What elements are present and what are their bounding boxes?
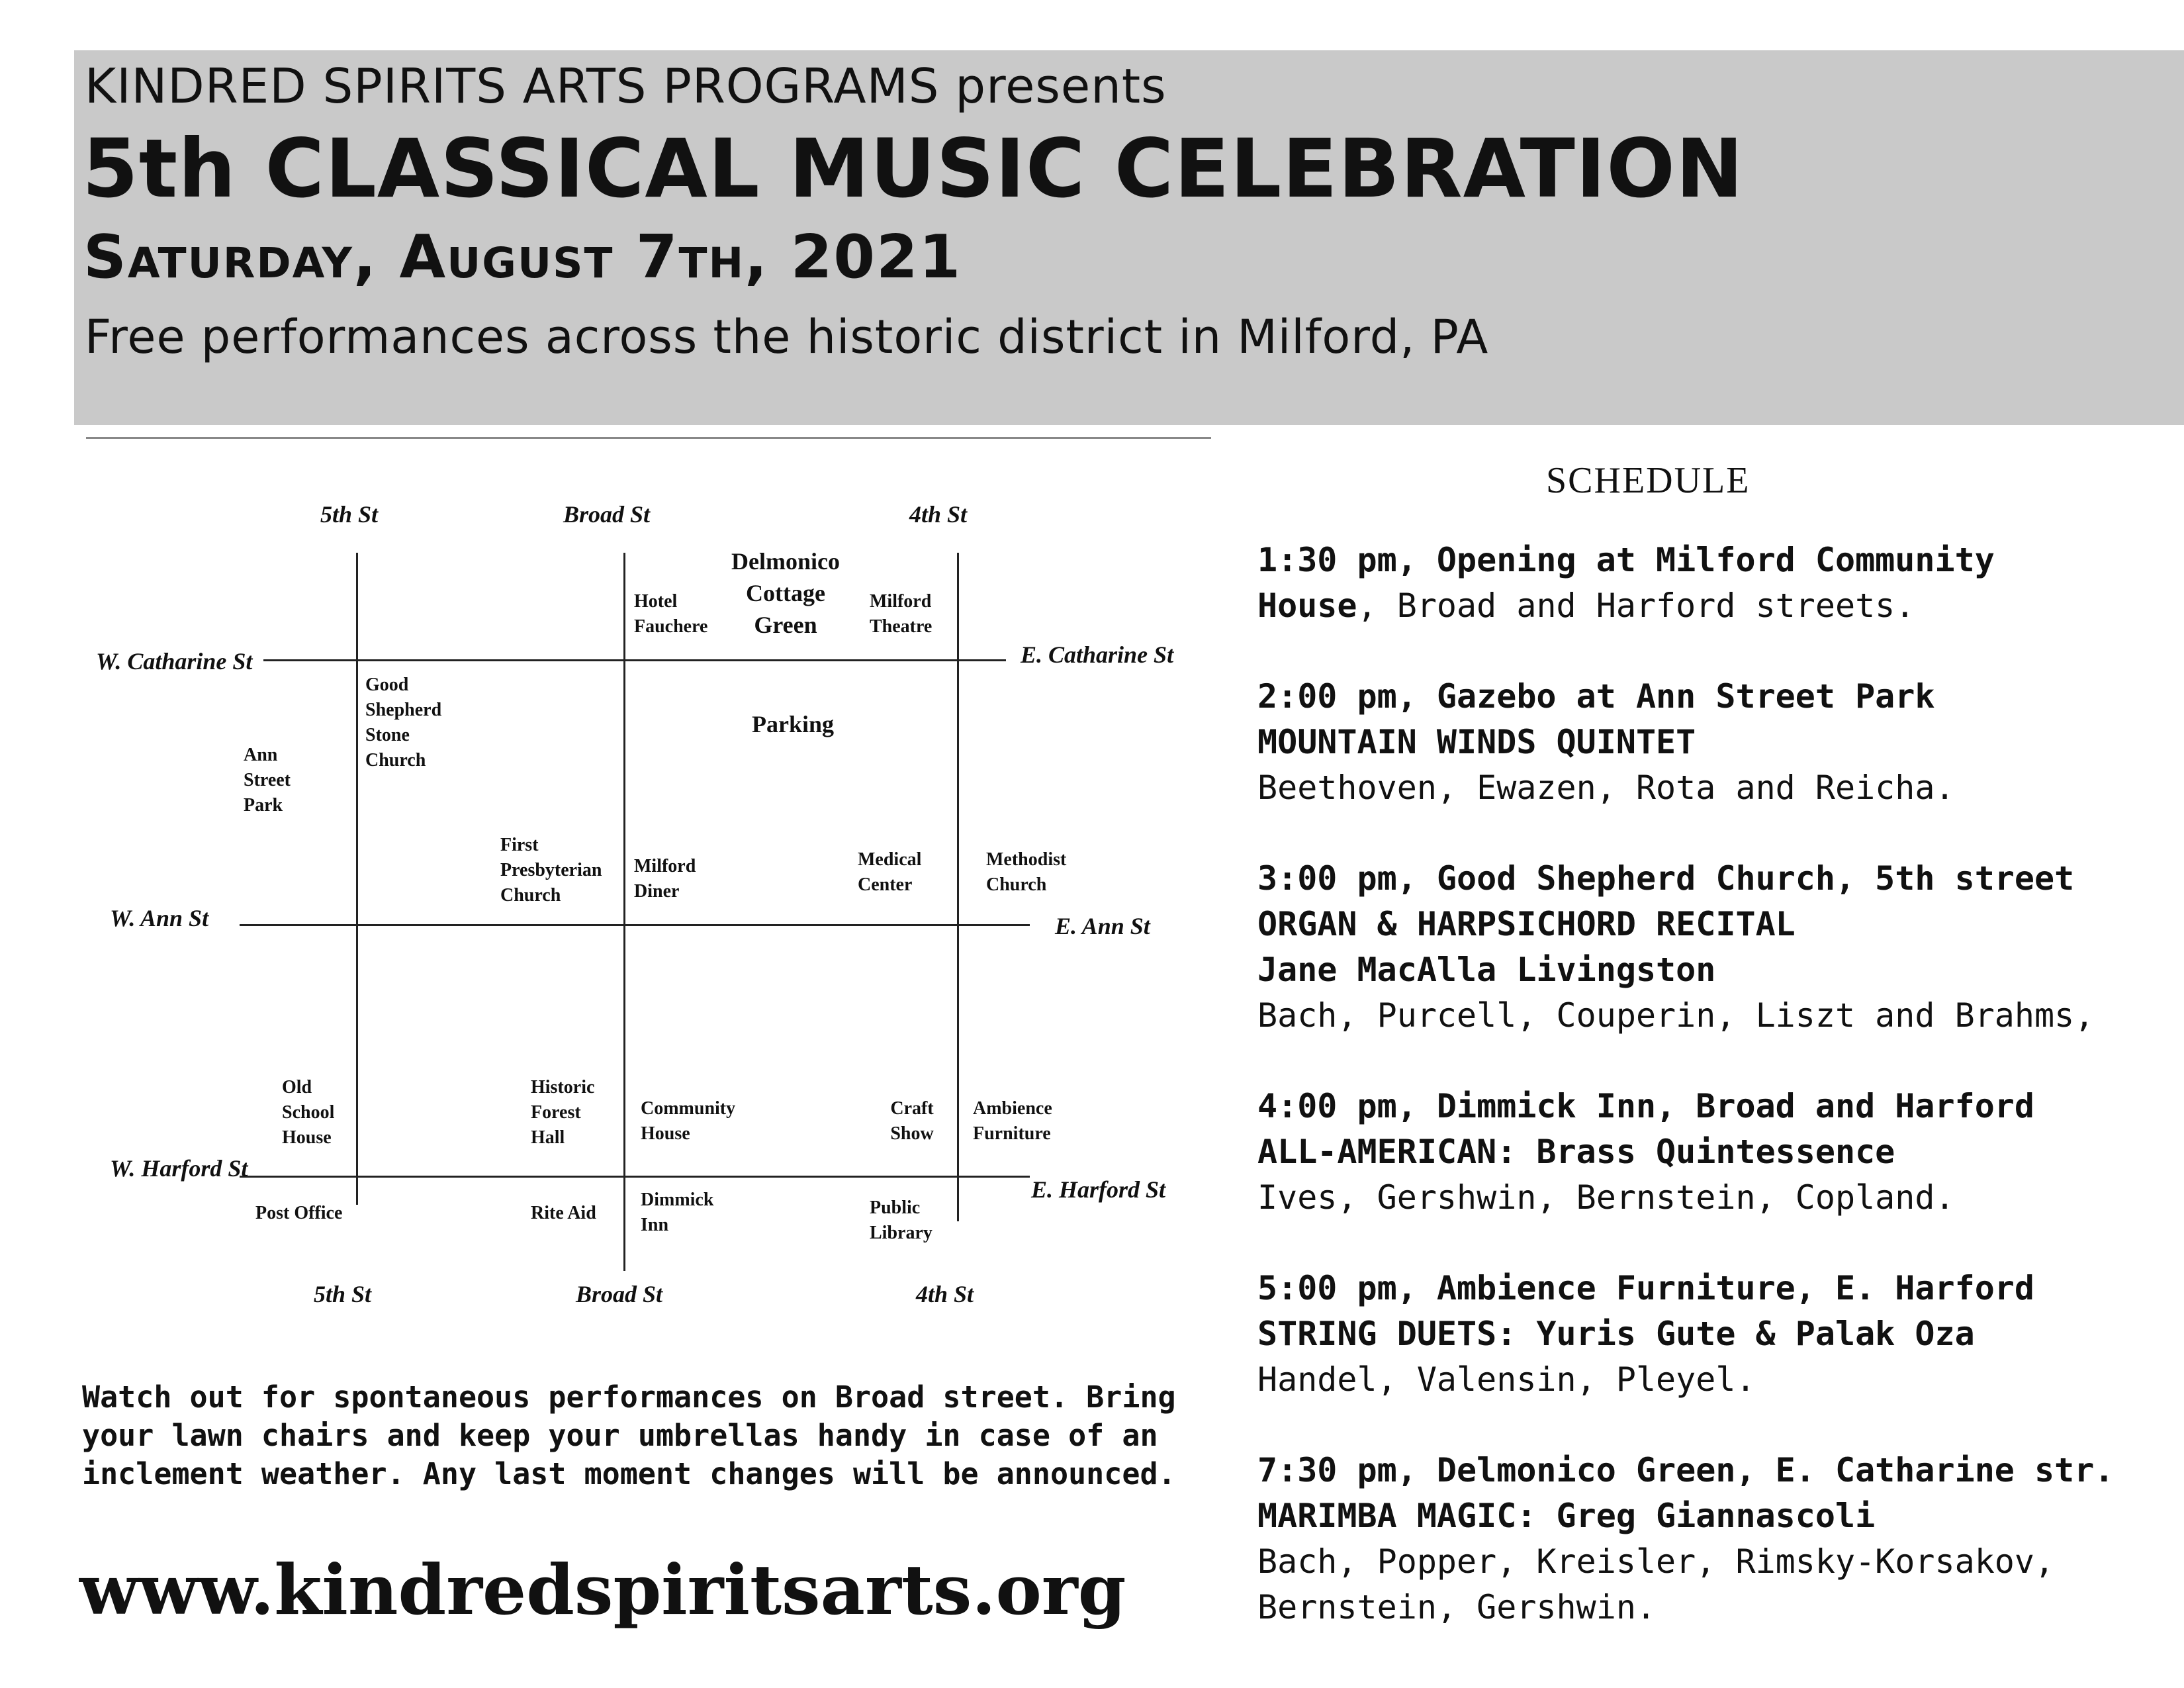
place-medical-center: Medical Center xyxy=(858,849,922,895)
event-composers: Bach, Popper, Kreisler, Rimsky-Korsakov, xyxy=(1257,1542,2055,1581)
place-good-shepherd-church: Good Shepherd Stone Church xyxy=(365,675,442,771)
event-date: Saturday, August 7th, 2021 xyxy=(83,222,962,292)
place-delmonico-cottage-green: Delmonico Cottage Green xyxy=(731,548,840,638)
place-old-school-house: Old School House xyxy=(282,1077,335,1148)
place-first-presbyterian-church: First Presbyterian Church xyxy=(500,835,602,906)
schedule-event xyxy=(1257,538,2177,629)
note-line: your lawn chairs and keep your umbrellas handy in case of an xyxy=(82,1418,1158,1453)
place-historic-forest-hall: Historic Forest Hall xyxy=(531,1077,595,1148)
event-program: STRING DUETS: Yuris Gute & Palak Oza xyxy=(1257,1315,1975,1353)
street-label-4th-top: 4th St xyxy=(909,501,968,528)
place-community-house: Community House xyxy=(641,1098,736,1144)
visitor-notes xyxy=(82,1378,1260,1493)
road-5th-st xyxy=(356,553,358,1205)
event-composers: Beethoven, Ewazen, Rota and Reicha. xyxy=(1257,769,1955,807)
road-ann-st xyxy=(240,924,1030,926)
event-program: MOUNTAIN WINDS QUINTET xyxy=(1257,723,1696,761)
event-program: MARIMBA MAGIC: Greg Giannascoli xyxy=(1257,1497,1876,1535)
schedule-event xyxy=(1257,856,2177,1039)
schedule-list xyxy=(1257,538,2177,1675)
road-harford-st xyxy=(240,1176,1030,1178)
place-hotel-fauchere: Hotel Fauchere xyxy=(634,591,708,637)
event-composers: Bach, Purcell, Couperin, Liszt and Brahms, xyxy=(1257,996,2095,1035)
event-composers: Ives, Gershwin, Bernstein, Copland. xyxy=(1257,1178,1955,1217)
schedule-event xyxy=(1257,1266,2177,1403)
street-label-e-catharine: E. Catharine St xyxy=(1021,641,1174,668)
street-label-e-ann: E. Ann St xyxy=(1055,913,1150,939)
schedule-event xyxy=(1257,1084,2177,1221)
street-label-broad-top: Broad St xyxy=(563,501,651,528)
street-label-w-ann: W. Ann St xyxy=(110,905,209,931)
street-label-5th-top: 5th St xyxy=(320,501,379,528)
event-performer: Jane MacAlla Livingston xyxy=(1257,951,1716,989)
street-label-4th-bottom: 4th St xyxy=(916,1281,974,1307)
event-time-venue: 3:00 pm, Good Shepherd Church, 5th street xyxy=(1257,859,2075,898)
event-time-venue: 2:00 pm, Gazebo at Ann Street Park xyxy=(1257,677,1935,716)
schedule-event xyxy=(1257,1448,2177,1630)
schedule-event xyxy=(1257,674,2177,811)
street-label-e-harford: E. Harford St xyxy=(1031,1176,1166,1203)
event-subtitle: Free performances across the historic district in Milford, PA xyxy=(85,310,1489,364)
place-milford-diner: Milford Diner xyxy=(634,856,696,902)
event-time-venue: 5:00 pm, Ambience Furniture, E. Harford xyxy=(1257,1269,2034,1307)
event-program: ALL-AMERICAN: Brass Quintessence xyxy=(1257,1133,1895,1171)
presenter-line: KINDRED SPIRITS ARTS PROGRAMS presents xyxy=(85,58,1167,114)
note-line: Watch out for spontaneous performances on Broad street. Bring xyxy=(82,1380,1176,1415)
road-4th-st xyxy=(957,553,959,1221)
event-title: 5th CLASSICAL MUSIC CELEBRATION xyxy=(82,122,1745,216)
road-catharine-st xyxy=(263,659,1006,661)
place-dimmick-inn: Dimmick Inn xyxy=(641,1190,714,1235)
street-label-w-harford: W. Harford St xyxy=(110,1155,248,1182)
schedule-heading: SCHEDULE xyxy=(1546,460,1751,501)
place-rite-aid: Rite Aid xyxy=(531,1203,596,1223)
event-time-venue: 7:30 pm, Delmonico Green, E. Catharine str. xyxy=(1257,1451,2115,1489)
event-time-venue: 1:30 pm, Opening at Milford Community xyxy=(1257,541,1995,579)
place-milford-theatre: Milford Theatre xyxy=(870,591,933,637)
street-label-w-catharine: W. Catharine St xyxy=(96,648,253,675)
place-methodist-church: Methodist Church xyxy=(986,849,1067,895)
website-url: www.kindredspiritsarts.org xyxy=(79,1549,1126,1630)
event-composers-cont: Bernstein, Gershwin. xyxy=(1257,1588,1657,1626)
event-time-venue: 4:00 pm, Dimmick Inn, Broad and Harford xyxy=(1257,1087,2034,1125)
note-line: inclement weather. Any last moment changes will be announced. xyxy=(82,1456,1176,1491)
place-craft-show: Craft Show xyxy=(890,1098,934,1144)
place-public-library: Public Library xyxy=(870,1197,933,1243)
place-post-office: Post Office xyxy=(255,1203,343,1223)
place-ann-street-park: Ann Street Park xyxy=(244,745,291,816)
event-program: ORGAN & HARPSICHORD RECITAL xyxy=(1257,905,1796,943)
event-venue-rest: , Broad and Harford streets. xyxy=(1357,586,1915,625)
event-venue-bold: House xyxy=(1257,586,1357,625)
place-parking: Parking xyxy=(752,711,835,737)
event-composers: Handel, Valensin, Pleyel. xyxy=(1257,1360,1756,1399)
place-ambience-furniture: Ambience Furniture xyxy=(973,1098,1052,1144)
street-label-broad-bottom: Broad St xyxy=(576,1281,663,1307)
event-venue-cont xyxy=(1257,583,2177,629)
street-label-5th-bottom: 5th St xyxy=(314,1281,372,1307)
